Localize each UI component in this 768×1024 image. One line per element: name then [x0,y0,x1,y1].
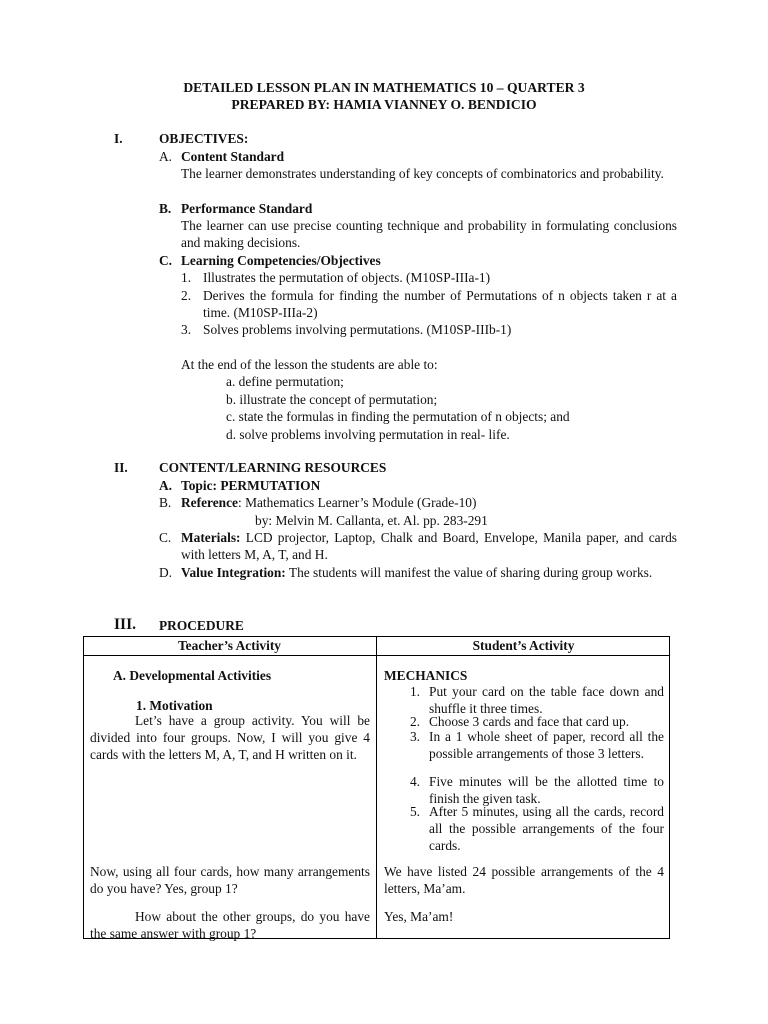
objectives-intro: At the end of the lesson the students are able to: [181,357,438,372]
list-number: 3. [409,729,420,744]
item-letter: D. [159,565,173,580]
performance-standard-text: The learner can use precise counting technique and probability in formulating conclusions and making decisions. [181,218,677,250]
reference-text: : Mathematics Learner’s Module (Grade-10) [238,495,477,510]
topic-text: Topic: PERMUTATION [181,478,321,493]
list-number: 2. [409,714,420,729]
reference-author: by: Melvin M. Callanta, et. Al. pp. 283-291 [255,513,488,528]
list-number: 2. [181,288,192,303]
section-heading-content: CONTENT/LEARNING RESOURCES [159,460,387,475]
materials-text: LCD projector, Laptop, Chalk and Board, Envelope, Manila paper, and cards with letters M, A, T, and H. [181,530,677,562]
teacher-question-2: How about the other groups, do you have the same answer with group 1? [90,909,370,941]
list-number: 4. [409,774,420,789]
list-number: 1. [181,270,192,285]
mechanics-item: Five minutes will be the allotted time to finish the given task. [429,774,664,806]
reference-line [181,494,476,511]
mechanics-item: Choose 3 cards and face that card up. [429,714,630,729]
item-letter: C. [159,530,172,545]
item-letter: B. [159,201,172,216]
objective-item: a. define permutation; [226,374,344,389]
item-letter: C. [159,253,173,268]
materials-label: Materials: [181,530,241,545]
list-number: 3. [181,322,192,337]
objective-item: c. state the formulas in finding the permutation of n objects; and [226,409,570,424]
objective-item: d. solve problems involving permutation in real- life. [226,427,510,442]
item-letter: A. [159,478,173,493]
mechanics-item: In a 1 whole sheet of paper, record all the possible arrangements of those 3 letters. [429,729,664,761]
reference-label: Reference [181,495,238,510]
developmental-activities-heading: A. Developmental Activities [113,668,272,683]
section-numeral-content: II. [114,460,128,475]
teacher-question-1: Now, using all four cards, how many arrangements do you have? Yes, group 1? [90,864,370,896]
item-letter: B. [159,495,172,510]
list-number: 5. [409,804,420,819]
materials-line [181,529,677,563]
motivation-text: Let’s have a group activity. You will be divided into four groups. Now, I will you give 4 cards with the letters M, A, T, and H written on it. [90,713,370,762]
competency-item: Derives the formula for finding the number of Permutations of n objects taken r at a time. (M10SP-IIIa-2) [203,288,677,320]
item-letter: A. [159,149,173,164]
content-standard-text: The learner demonstrates understanding of key concepts of combinatorics and probability. [181,166,664,181]
section-heading-objectives: OBJECTIVES: [159,131,249,146]
document-author: PREPARED BY: HAMIA VIANNEY O. BENDICIO [231,97,537,112]
content-standard-label: Content Standard [181,149,285,164]
table-header-divider [83,655,670,656]
mechanics-heading: MECHANICS [384,668,468,683]
mechanics-item: Put your card on the table face down and shuffle it three times. [429,684,664,716]
competencies-label: Learning Competencies/Objectives [181,253,381,268]
objective-item: b. illustrate the concept of permutation; [226,392,438,407]
competency-item: Solves problems involving permutations. (M10SP-IIIb-1) [203,322,512,337]
student-answer-1: We have listed 24 possible arrangements of the 4 letters, Ma’am. [384,864,664,896]
value-label: Value Integration: [181,565,286,580]
table-divider [376,636,377,939]
competency-item: Illustrates the permutation of objects. (M10SP-IIIa-1) [203,270,491,285]
student-answer-2: Yes, Ma’am! [384,909,454,924]
student-column-header: Student’s Activity [472,638,575,653]
teacher-column-header: Teacher’s Activity [177,638,281,653]
value-line [181,564,677,581]
section-numeral-procedure: III. [114,616,136,633]
list-number: 1. [409,684,420,699]
section-heading-procedure: PROCEDURE [159,618,244,633]
document-title: DETAILED LESSON PLAN IN MATHEMATICS 10 – QUARTER 3 [183,80,585,95]
section-numeral-objectives: I. [114,131,123,146]
motivation-heading: 1. Motivation [136,698,213,713]
performance-standard-label: Performance Standard [181,201,313,216]
value-text: The students will manifest the value of sharing during group works. [285,565,653,580]
mechanics-item: After 5 minutes, using all the cards, record all the possible arrangements of the four cards. [429,804,664,853]
